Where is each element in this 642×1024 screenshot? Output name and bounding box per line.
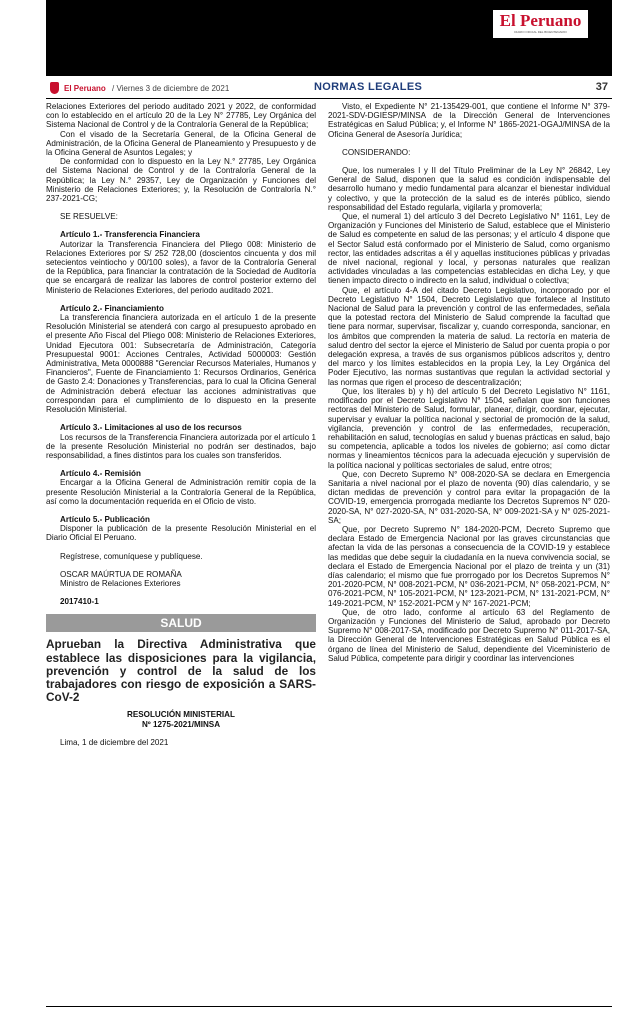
paragraph: Que, por Decreto Supremo N° 184-2020-PCM, Decreto Supremo que declara Estado de Emergencia Nacional por las graves circunstancias que afectan la vida de las personas a consecuencia de la COVID-19 y establece las medidas que debe seguir la ciudadanía en la nueva convivencia social, se declara el Estado de Emergencia Nacional por el plazo de treinta y un (31) días calendario; el mismo que fue prorrogado por los Decretos Supremos N° 201-2020-PCM, N° 008-2021-PCM, N° 036-2021-PCM, N° 058-2021-PCM, N° 076-2021-PCM, N° 105-2021-PCM, N° 123-2021-PCM, N° 131-2021-PCM, N° 149-2021-PCM, N° 152-2021-PCM y N° 167-2021-PCM; <box>328 524 610 608</box>
logo-subtitle: DIARIO OFICIAL DEL BICENTENARIO <box>514 30 567 34</box>
paragraph: Que, los literales b) y h) del artículo 5 del Decreto Legislativo N° 1161, modificado por el Decreto Legislativo N° 1504, señalan que son funciones rectoras del Ministerio de Salud, formular, planear, dirigir, coordinar, ejecutar, supervisar y evaluar la política nacional y sectorial de promoción de la salud, vigilancia, prevención y control de las enfermedades, recuperación, rehabilitación en salud, tecnologías en salud y buenas prácticas en salud, bajo su competencia, aplicable a todos los niveles de gobierno; así como dictar normas y lineamientos técnicos para la adecuada ejecución y supervisión de la política nacional y políticas sectoriales de salud, entre otros; <box>328 386 610 470</box>
paragraph: Que, los numerales I y II del Título Preliminar de la Ley N° 26842, Ley General de Salud, disponen que la salud es condición indispensable del desarrollo humano y medio fundamental para alcanzar el bienestar individual y colectivo, y que la protección de la salud es de interés público, siendo responsabilidad del Estado regularla, vigilarla y promoverla; <box>328 166 610 212</box>
article-4-text: Encargar a la Oficina General de Administración remitir copia de la presente Resolución Ministerial a la Contraloría General de la República, así como la documentación requerida en el Oficio de visto. <box>46 478 316 506</box>
right-column <box>328 102 610 663</box>
header-section: NORMAS LEGALES <box>314 81 423 93</box>
peru-crest-icon <box>50 82 59 94</box>
logo-text: El Peruano <box>499 11 582 30</box>
article-2-title: Artículo 2.- Financiamiento <box>60 303 164 313</box>
article-3-text: Los recursos de la Transferencia Financiera autorizada por el artículo 1 de la presente Resolución Ministerial no podrán ser destinados, bajo responsabilidad, a fines distintos para los cuales son transferidos. <box>46 432 316 460</box>
paragraph: Con el visado de la Secretaría General, de la Oficina General de Administración, de la Oficina General de Planeamiento y Presupuesto y de la Oficina General de Asuntos Legales; y <box>46 129 316 158</box>
page-header <box>46 80 612 99</box>
page-number: 37 <box>595 81 608 93</box>
closing-formula: Regístrese, comuníquese y publíquese. <box>60 551 203 561</box>
article-5-title: Artículo 5.- Publicación <box>60 514 150 524</box>
article-4-title: Artículo 4.- Remisión <box>60 469 141 479</box>
el-peruano-logo <box>493 10 588 38</box>
article-1-text: Autorizar la Transferencia Financiera del Pliego 008: Ministerio de Relaciones Exteriores por S/ 252 728,00 (doscientos cincuenta y dos mil setecientos veintiocho y 00/100 soles), a favor de la Contraloría General de la República, para financiar la contratación de la Sociedad de Auditoría que se encargará de realizar las labores de control posterior externo del Ministerio de Relaciones Exteriores, del periodo auditado 2021. <box>46 239 316 295</box>
signer-title: Ministro de Relaciones Exteriores <box>60 578 181 588</box>
se-resuelve: SE RESUELVE: <box>60 212 118 222</box>
section-banner-salud: SALUD <box>46 614 316 632</box>
resolution-place-date: Lima, 1 de diciembre del 2021 <box>60 737 169 747</box>
article-5-text: Disponer la publicación de la presente Resolución Ministerial en el Diario Oficial El Peruano. <box>46 524 316 543</box>
resolution-number: Nº 1275-2021/MINSA <box>141 719 221 729</box>
page-bottom-rule <box>46 1006 612 1007</box>
article-3-title: Artículo 3.- Limitaciones al uso de los recursos <box>60 423 242 433</box>
header-publication: El Peruano <box>64 84 106 93</box>
paragraph: Visto, el Expediente N° 21-135429-001, que contiene el Informe N° 379-2021-SDV-DGIESP/MINSA de la Dirección General de Intervenciones Estratégicas en Salud Pública; y, el Informe N° 1865-2021-OGAJ/MINSA de la Oficina General de Asesoría Jurídica; <box>328 102 610 139</box>
paragraph: Que, el artículo 4-A del citado Decreto Legislativo, incorporado por el Decreto Legislativo N° 1504, Decreto Legislativo que fortalece al Instituto Nacional de Salud para la prevención y control de las enfermedades, señala que la potestad rectora del Ministerio de Salud comprende la facultad que tiene para normar, supervisar, fiscalizar y, cuando corresponda, sancionar, en los ámbitos que comprenden la materia de salud. La rectoría en materia de salud dentro del sector la ejerce el Ministerio de Salud por cuenta propia o por delegación expresa, a través de sus organismos públicos adscritos y, dentro del marco y los límites establecidos en la propia Ley, la Ley Orgánica del Poder Ejecutivo, las normas sustantivas que regulan la actividad sectorial y las normas que rigen el proceso de descentralización; <box>328 285 610 387</box>
considerando: CONSIDERANDO: <box>342 147 411 157</box>
masthead-bar <box>46 0 612 76</box>
paragraph: Que, con Decreto Supremo N° 008-2020-SA se declara en Emergencia Sanitaria a nivel nacional por el plazo de noventa (90) días calendario, y se dictan medidas de prevención y control para evitar la propagación de la COVID-19, emergencia prorrogada mediante los Decretos Supremos N° 020-2020-SA, N° 027-2020-SA, N° 031-2020-SA, N° 009-2021-SA y N° 025-2021-SA; <box>328 469 610 525</box>
paragraph: Que, de otro lado, conforme al artículo 63 del Reglamento de Organización y Funciones del Ministerio de Salud, aprobado por Decreto Supremo N° 008-2017-SA, modificado por Decreto Supremo N° 011-2017-SA, la Dirección General de Intervenciones Estratégicas en Salud Pública es el órgano de línea del Ministerio de Salud, dependiente del Viceministerio de Salud Pública, competente para dirigir y coordinar las intervenciones <box>328 607 610 663</box>
paragraph: Que, el numeral 1) del artículo 3 del Decreto Legislativo N° 1161, Ley de Organización y Funciones del Ministerio de Salud, establece que el Ministerio de Salud es competente en salud de las personas; y el artículo 4 dispone que el Sector Salud está conformado por el Ministerio de Salud, como organismo rector, las entidades adscritas a él y aquellas instituciones públicas y privadas de nivel nacional, regional y local, y personas naturales que realizan actividades vinculadas a las competencias establecidas en dicha Ley, y que tienen impacto directo o indirecto en la salud, individual o colectiva; <box>328 212 610 286</box>
article-1-title: Artículo 1.- Transferencia Financiera <box>60 230 200 240</box>
article-2-text: La transferencia financiera autorizada en el artículo 1 de la presente Resolución Ministerial se atenderá con cargo al presupuesto aprobado en el presente Año Fiscal del Pliego 008: Ministerio de Relaciones Exteriores, Unidad Ejecutora 001: Subsecretaría de Administración, Categoría Presupuestal 9001: Acciones Centrales, Actividad 5000003: Gestión Administrativa, Meta 0000888 "Gerenciar Recursos Materiales, Humanos y Financieros", Fuente de Financiamiento 1: Recursos Ordinarios, Genérica de Gasto 2.4: Donaciones y Transferencias, para lo cual la Oficina General de Administración deberá efectuar las acciones administrativas que correspondan para el cumplimiento de lo dispuesto en la presente Resolución Ministerial. <box>46 313 316 415</box>
resolution-label: RESOLUCIÓN MINISTERIAL <box>127 710 235 720</box>
document-code: 2017410-1 <box>60 597 99 607</box>
header-date: / Viernes 3 de diciembre de 2021 <box>112 84 230 93</box>
signer-name: OSCAR MAÚRTUA DE ROMAÑA <box>60 569 182 579</box>
paragraph: Relaciones Exteriores del periodo auditado 2021 y 2022, de conformidad con lo establecido en el artículo 20 de la Ley N° 27785, Ley Orgánica del Sistema Nacional de Control y de la Contraloría General de la República; <box>46 102 316 130</box>
resolution-headline: Aprueban la Directiva Administrativa que establece las disposiciones para la vigilancia, prevención y control de la salud de los trabajadores con riesgo de exposición a SARS-CoV-2 <box>46 637 316 705</box>
left-column <box>46 102 316 747</box>
paragraph: De conformidad con lo dispuesto en la Ley N.° 27785, Ley Orgánica del Sistema Nacional de Control y de la Contraloría General de la República; la Ley N.° 29357, Ley de Organización y Funciones del Ministerio de Relaciones Exteriores; y, la Resolución de Contraloría N.° 237-2021-CG; <box>46 157 316 204</box>
